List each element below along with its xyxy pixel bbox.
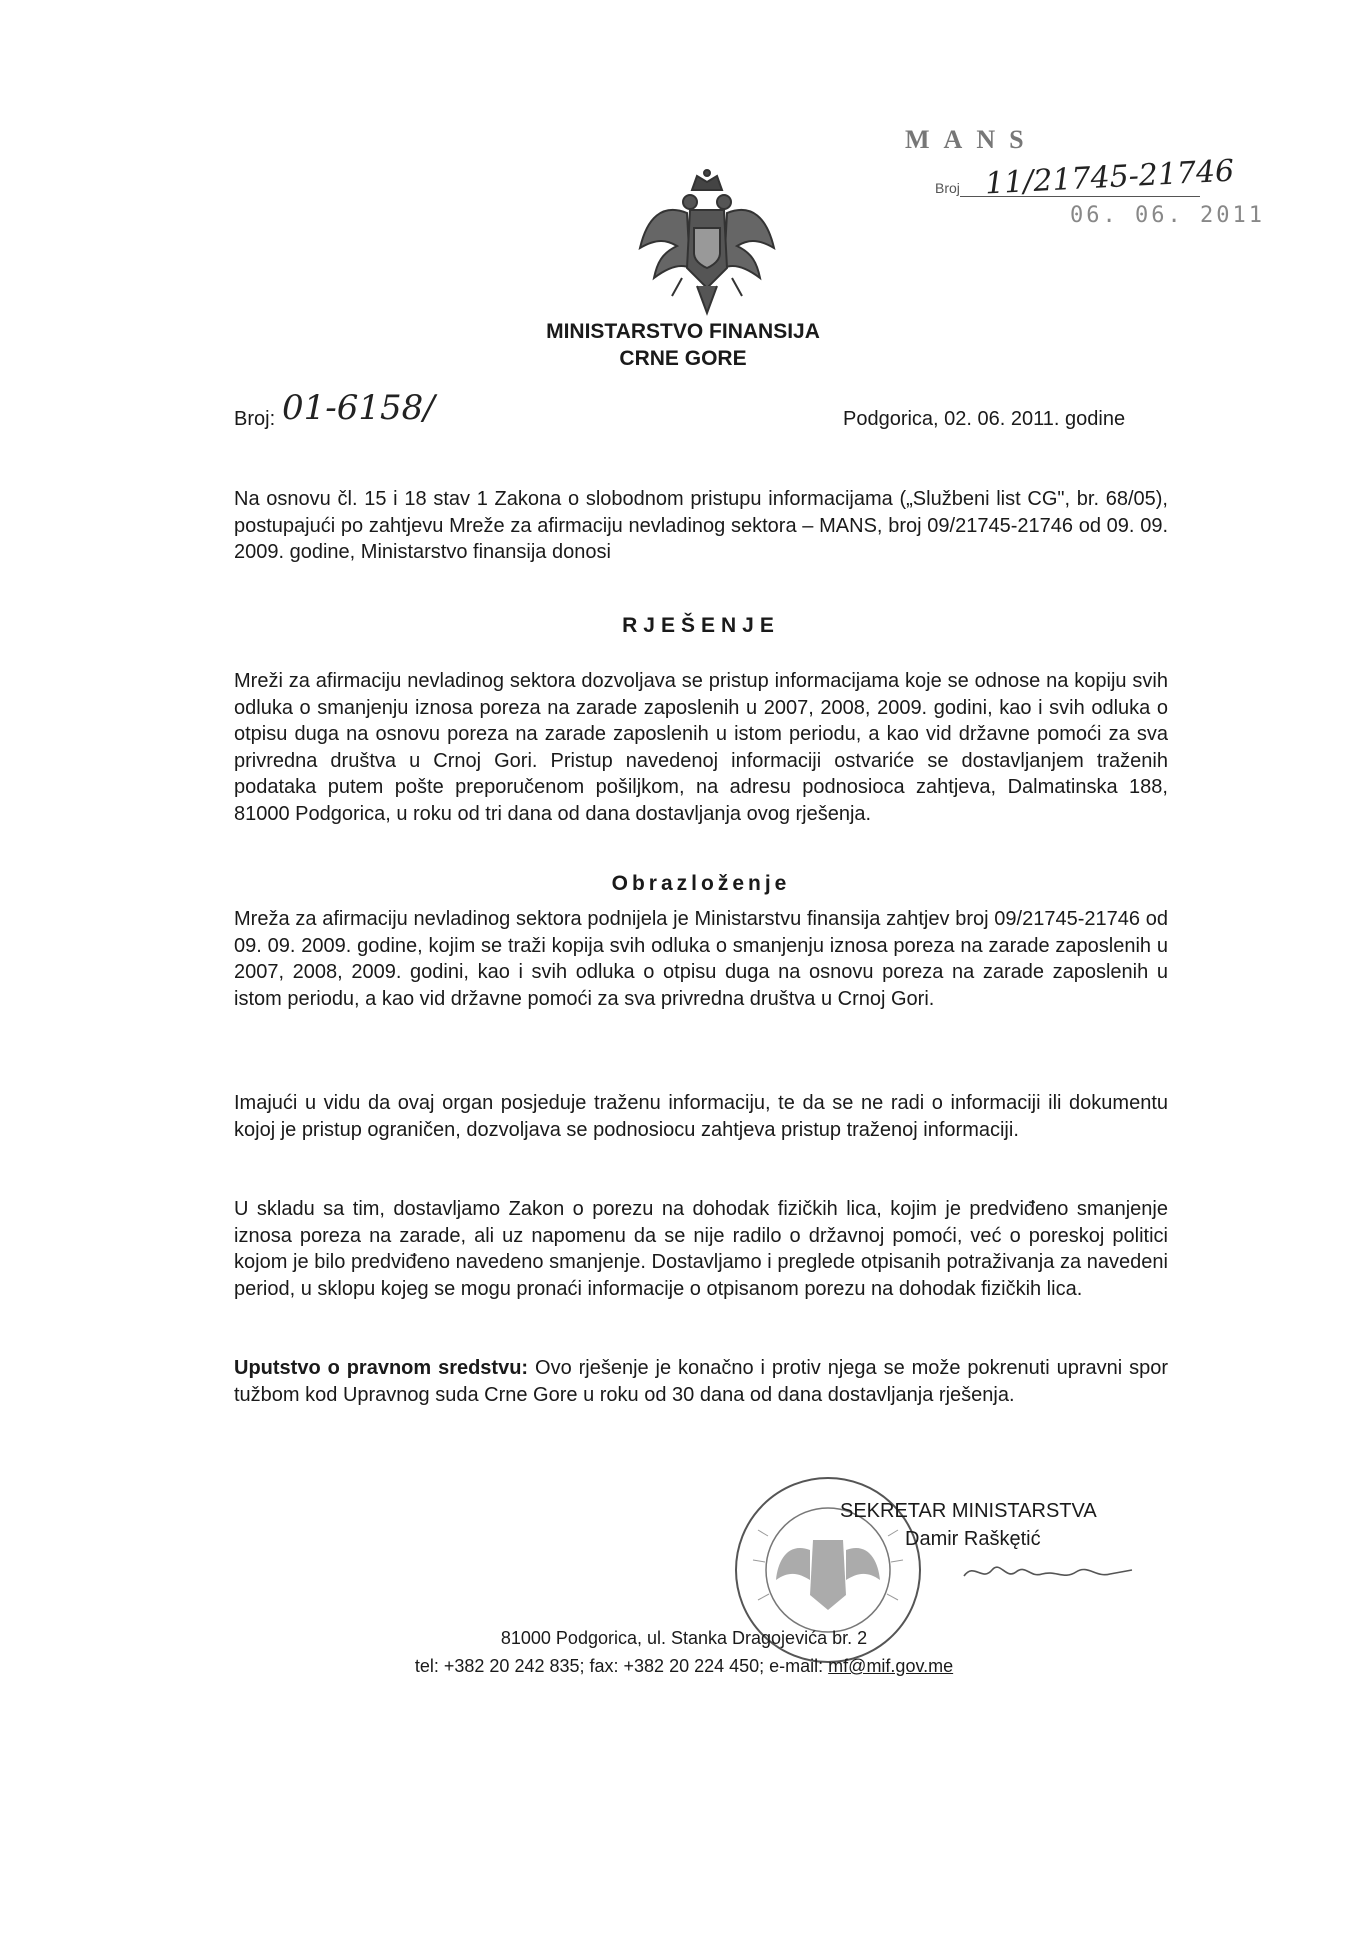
legal-remedy-label: Uputstvo o pravnom sredstvu:: [234, 1357, 529, 1379]
place-and-date: Podgorica, 02. 06. 2011. godine: [843, 408, 1126, 430]
legal-remedy-paragraph: [234, 1355, 1168, 1408]
coat-of-arms-icon: [632, 168, 782, 318]
ministry-country: CRNE GORE: [619, 347, 747, 370]
document-number-label: Broj:: [234, 408, 276, 430]
receipt-stamp-organization: MANS: [905, 125, 1038, 154]
reasoning-paragraph-2: Imajući u vidu da ovaj organ posjeduje traženu informaciju, te da se ne radi o informaciji ili dokumentu kojoj je pristup ograničen, dozvoljava se podnosiocu zahtjeva pristup traženoj informaciji.: [234, 1092, 1168, 1141]
reasoning-paragraph-1: Mreža za afirmaciju nevladinog sektora podnijela je Ministarstvu finansija zahtjev broj 09/21745-21746 od 09. 09. 2009. godine, kojim se traži kopija svih odluka o smanjenju iznosa poreza na zarade zaposlenih u 2007, 2008, 2009. godini, kao i svih odluka o otpisu duga na osnovu poreza na zarade zaposlenih u istom periodu, a kao vid državne pomoći za sva privredna društva u Crnoj Gori.: [234, 908, 1168, 1010]
footer-address: 81000 Podgorica, ul. Stanka Dragojevića br. 2: [500, 1628, 868, 1648]
footer-contact: [234, 1656, 1134, 1677]
document-number-handwritten: 01-6158/: [282, 388, 435, 428]
footer-phone-fax: tel: +382 20 242 835; fax: +382 20 224 450; e-mail:: [414, 1656, 829, 1676]
receipt-stamp-number: 11/21745-21746: [984, 153, 1236, 202]
legal-remedy-text: Ovo rješenje je konačno i protiv njega se može pokrenuti upravni spor tužbom kod Upravnog suda Crne Gore u roku od 30 dana od dana dostavljanja rješenja.: [234, 1357, 1169, 1406]
reasoning-heading: Obrazloženje: [611, 872, 791, 895]
decision-paragraph: Mreži za afirmaciju nevladinog sektora dozvoljava se pristup informacijama koje se odnose na kopiju svih odluka o smanjenju iznosa poreza na zarade zaposlenih u 2007, 2008, 2009. godini, kao i svih odluka o otpisu duga na osnovu poreza na zarade zaposlenih u istom periodu, a kao vid državne pomoći za sva privredna društva u Crnoj Gori. Pristup navedenoj informaciji ostvariće se dostavljanjem traženih podataka putem pošte preporučenom pošiljkom, na adresu podnosioca zahtjeva, Dalmatinska 188, 81000 Podgorica, u roku od tri dana od dana dostavljanja ovog rješenja.: [234, 670, 1168, 825]
signatory-title: SEKRETAR MINISTARSTVA: [840, 1500, 1097, 1522]
handwritten-signature: [960, 1552, 1140, 1586]
receipt-stamp-date: 06. 06. 2011: [1070, 203, 1265, 228]
decision-heading: RJEŠENJE: [622, 614, 780, 637]
ministry-name: MINISTARSTVO FINANSIJA: [546, 320, 820, 343]
intro-paragraph: Na osnovu čl. 15 i 18 stav 1 Zakona o slobodnom pristupu informacijama („Službeni list CG", br. 68/05), postupajući po zahtjevu Mreže za afirmaciju nevladinog sektora – MANS, broj 09/21745-21746 od 09. 09. 2009. godine, Ministarstvo finansija donosi: [234, 488, 1168, 563]
signatory-name: Damir Raškętić: [905, 1528, 1041, 1550]
reasoning-paragraph-3: U skladu sa tim, dostavljamo Zakon o porezu na dohodak fizičkih lica, kojim je predviđeno smanjenje iznosa poreza na zarade, ali uz napomenu da se nije radilo o državnoj pomoći, već o poreskoj politici kojom je bilo predviđeno navedeno smanjenje. Dostavljamo i preglede otpisanih potraživanja za navedeni period, u sklopu kojeg se mogu pronaći informacije o otpisanom porezu na dohodak fizičkih lica.: [234, 1198, 1168, 1300]
footer-email-link[interactable]: mf@mif.gov.me: [828, 1656, 954, 1676]
receipt-stamp-broj-label: Broj: [935, 180, 960, 196]
